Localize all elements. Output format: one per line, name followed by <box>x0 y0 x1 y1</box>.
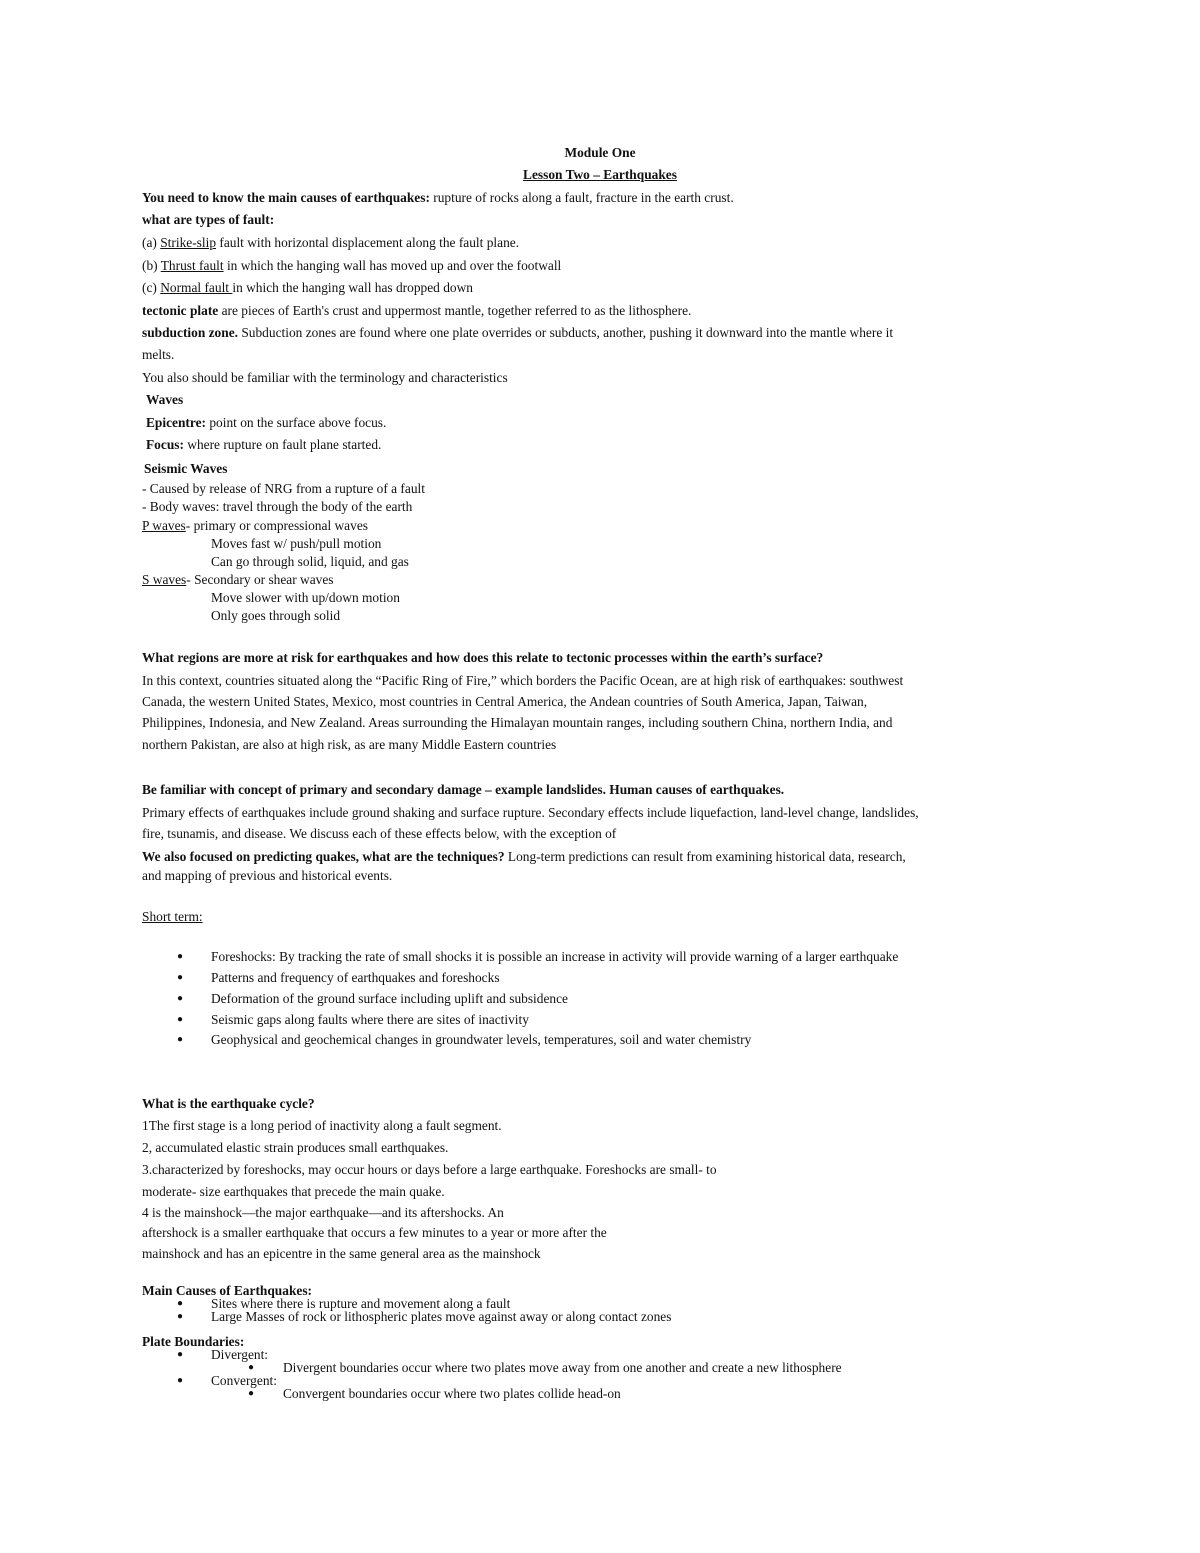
short-term-item: Foreshocks: By tracking the rate of small shocks it is possible an increase in activity will provide warning of a larger earthquake <box>211 949 899 964</box>
cycle-line: mainshock and has an epicentre in the same general area as the mainshock <box>142 1246 541 1261</box>
fault-item-term: Strike-slip <box>160 235 217 250</box>
damage-line: fire, tsunamis, and disease. We discuss each of these effects below, with the exception of <box>142 826 617 841</box>
p-waves-sub-2: Can go through solid, liquid, and gas <box>211 554 409 569</box>
cycle-line: 4 is the mainshock—the major earthquake—and its aftershocks. An <box>142 1205 504 1220</box>
fault-item-a <box>142 235 519 251</box>
familiar-text: You also should be familiar with the terminology and characteristics <box>142 370 508 385</box>
waves-heading: Waves <box>146 392 184 407</box>
short-term-item: Deformation of the ground surface including uplift and subsidence <box>211 991 568 1006</box>
regions-line: In this context, countries situated along the “Pacific Ring of Fire,” which borders the Pacific Ocean, are at high risk of earthquakes: southwest <box>142 673 904 688</box>
seismic-line-2: - Body waves: travel through the body of the earth <box>142 499 413 514</box>
damage-line: Primary effects of earthquakes include ground shaking and surface rupture. Secondary effects include liquefaction, land-level change, landslides, <box>142 805 919 820</box>
regions-heading: What regions are more at risk for earthquakes and how does this relate to tectonic processes within the earth’s surface? <box>142 650 824 665</box>
p-waves-text: - primary or compressional waves <box>185 518 368 533</box>
regions-line: Canada, the western United States, Mexico, most countries in Central America, the Andean countries of South America, Japan, Taiwan, <box>142 694 868 709</box>
fault-item-prefix: (b) <box>142 258 161 273</box>
tectonic-line <box>142 303 691 319</box>
p-waves-line <box>142 518 368 534</box>
fault-item-c <box>142 280 473 296</box>
p-waves-sub-1: Moves fast w/ push/pull motion <box>211 536 382 551</box>
predict-heading: We also focused on predicting quakes, what are the techniques? <box>142 849 505 864</box>
tectonic-term: tectonic plate <box>142 303 219 318</box>
page-subtitle: Lesson Two – Earthquakes <box>523 167 677 182</box>
s-waves-sub-1: Move slower with up/down motion <box>211 590 400 605</box>
predict-line <box>142 849 906 865</box>
cycle-line: 2, accumulated elastic strain produces small earthquakes. <box>142 1140 449 1155</box>
s-waves-term: S waves <box>142 572 187 587</box>
epicentre-text: point on the surface above focus. <box>206 415 387 430</box>
bullet-icon: ● <box>177 1034 184 1045</box>
s-waves-line <box>142 572 334 588</box>
seismic-heading: Seismic Waves <box>144 461 228 476</box>
divergent-description: Divergent boundaries occur where two plates move away from one another and create a new lithosphere <box>283 1360 842 1375</box>
short-term-item: Geophysical and geochemical changes in groundwater levels, temperatures, soil and water chemistry <box>211 1032 752 1047</box>
epicentre-term: Epicentre: <box>146 415 206 430</box>
fault-item-term: Normal fault <box>160 280 233 295</box>
damage-heading: Be familiar with concept of primary and secondary damage – example landslides. Human causes of earthquakes. <box>142 782 785 797</box>
bullet-icon: ● <box>177 1311 184 1322</box>
bullet-icon: ● <box>177 951 184 962</box>
focus-term: Focus: <box>146 437 184 452</box>
cycle-line: 3.characterized by foreshocks, may occur hours or days before a large earthquake. Foreshocks are small- to <box>142 1162 717 1177</box>
main-causes-item: Sites where there is rupture and movement along a fault <box>211 1296 511 1311</box>
cycle-line: moderate- size earthquakes that precede the main quake. <box>142 1184 445 1199</box>
short-term-item: Seismic gaps along faults where there are sites of inactivity <box>211 1012 529 1027</box>
fault-item-prefix: (c) <box>142 280 161 295</box>
fault-item-term: Thrust fault <box>160 258 224 273</box>
fault-item-prefix: (a) <box>142 235 161 250</box>
epicentre-line <box>146 415 386 431</box>
causes-line <box>142 190 734 206</box>
s-waves-text: - Secondary or shear waves <box>186 572 334 587</box>
fault-item-text: in which the hanging wall has dropped down <box>232 280 473 295</box>
bullet-icon: ● <box>248 1388 255 1399</box>
plate-boundaries-heading: Plate Boundaries: <box>142 1334 245 1349</box>
divergent-label: Divergent: <box>211 1347 269 1362</box>
predict-text: Long-term predictions can result from examining historical data, research, <box>504 849 906 864</box>
short-term-item: Patterns and frequency of earthquakes and foreshocks <box>211 970 500 985</box>
subduction-text: Subduction zones are found where one plate overrides or subducts, another, pushing it downward into the mantle where it <box>238 325 894 340</box>
causes-label: You need to know the main causes of earthquakes: <box>142 190 430 205</box>
fault-item-text: in which the hanging wall has moved up and over the footwall <box>223 258 562 273</box>
focus-line <box>146 437 381 453</box>
causes-text: rupture of rocks along a fault, fracture in the earth crust. <box>429 190 734 205</box>
bullet-icon: ● <box>177 1298 184 1309</box>
subduction-term: subduction zone. <box>142 325 238 340</box>
subduction-line <box>142 325 893 341</box>
s-waves-sub-2: Only goes through solid <box>211 608 341 623</box>
convergent-label: Convergent: <box>211 1373 277 1388</box>
p-waves-term: P waves <box>142 518 186 533</box>
bullet-icon: ● <box>248 1362 255 1373</box>
subduction-line-2: melts. <box>142 347 175 362</box>
bullet-icon: ● <box>177 1349 184 1360</box>
bullet-icon: ● <box>177 1375 184 1386</box>
short-term-label: Short term: <box>142 909 203 924</box>
main-causes-heading: Main Causes of Earthquakes: <box>142 1283 313 1298</box>
bullet-icon: ● <box>177 993 184 1004</box>
fault-item-b <box>142 258 561 274</box>
cycle-heading: What is the earthquake cycle? <box>142 1096 315 1111</box>
regions-line: northern Pakistan, are also at high risk, as are many Middle Eastern countries <box>142 737 557 752</box>
bullet-icon: ● <box>177 972 184 983</box>
page-title: Module One <box>564 145 636 160</box>
tectonic-text: are pieces of Earth's crust and uppermost mantle, together referred to as the lithosphere. <box>218 303 692 318</box>
fault-types-heading: what are types of fault: <box>142 212 275 227</box>
predict-line-2: and mapping of previous and historical events. <box>142 868 393 883</box>
seismic-line-1: - Caused by release of NRG from a rupture of a fault <box>142 481 425 496</box>
fault-item-text: fault with horizontal displacement along the fault plane. <box>216 235 520 250</box>
convergent-description: Convergent boundaries occur where two plates collide head-on <box>283 1386 621 1401</box>
bullet-icon: ● <box>177 1014 184 1025</box>
cycle-line: 1The first stage is a long period of inactivity along a fault segment. <box>142 1118 502 1133</box>
regions-line: Philippines, Indonesia, and New Zealand. Areas surrounding the Himalayan mountain ranges, including southern China, northern India, and <box>142 715 893 730</box>
focus-text: where rupture on fault plane started. <box>183 437 382 452</box>
main-causes-item: Large Masses of rock or lithospheric plates move against away or along contact zones <box>211 1309 672 1324</box>
cycle-line: aftershock is a smaller earthquake that occurs a few minutes to a year or more after the <box>142 1225 607 1240</box>
